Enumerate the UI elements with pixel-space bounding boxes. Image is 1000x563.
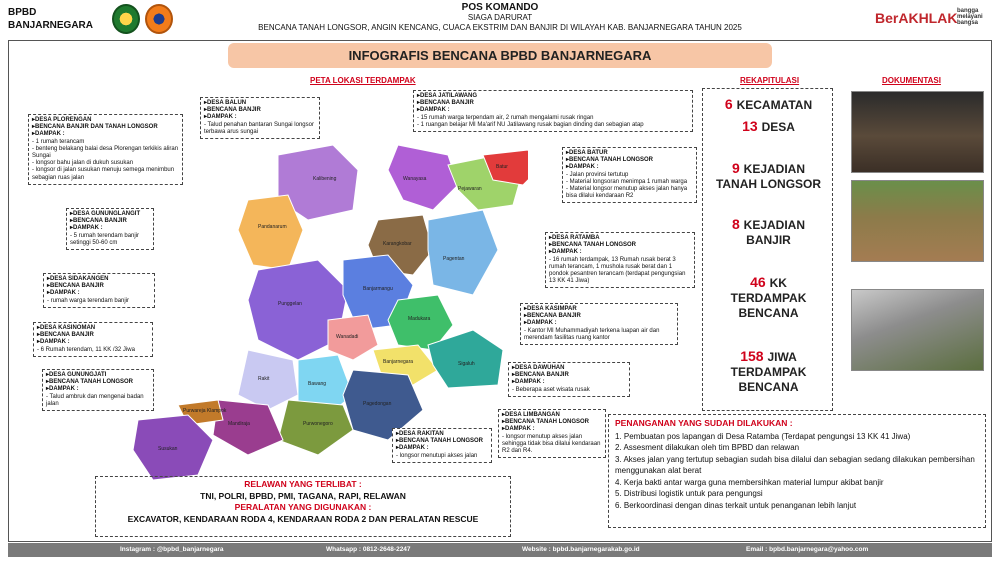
recap-label-line: BENCANA [738,306,799,320]
desa-line: ▸ BENCANA BANJIR [512,372,626,379]
recap-label-line: TERDAMPAK [730,365,807,379]
map-label-mandiraja: Mandiraja [228,421,250,427]
desa-line: ▸ BENCANA TANAH LONGSOR [396,438,488,445]
recap-label: JIWA [767,350,797,364]
desa-title: ▸ DESA RAKITAN [396,431,488,438]
handling-title: PENANGANAN YANG SUDAH DILAKUKAN : [615,418,793,428]
volunteers-list: TNI, POLRI, BPBD, PMI, TAGANA, RAPI, RELAWAN [200,490,406,501]
recap-label: KECAMATAN [736,98,813,112]
desa-box-desa-gununglangit [66,208,154,250]
desa-box-desa-kasinoman [33,322,153,357]
documentation-photo-excavator [851,180,984,262]
desa-line: ▸ BENCANA TANAH LONGSOR [549,242,691,249]
volunteers-panel [95,476,511,537]
map-label-purwareja-klampok: Purwareja Klampok [183,408,227,414]
desa-title: ▸ DESA KASIMPAR [524,306,674,313]
desa-title: ▸ DESA GUNUNGJATI [46,372,150,379]
desa-title: ▸ DESA BALUN [204,100,316,107]
handling-panel [608,414,986,528]
section-map-title: PETA LOKASI TERDAMPAK [310,76,416,85]
desa-line: ▸ DAMPAK : [512,379,626,386]
desa-box-desa-batur [562,147,697,203]
desa-line: ▸ DAMPAK : [417,107,689,114]
recap-label-line: BENCANA [738,380,799,394]
handling-item: 6. Berkoordinasi dengan dinas terkait untuk penanganan lebih lanjut [615,500,857,510]
handling-list [615,431,979,512]
map-label-pandanarum: Pandanarum [258,224,287,230]
desa-box-desa-kasimpar [520,303,678,345]
desa-box-desa-rakitan [392,428,492,463]
desa-line: - Material longsor menutup akses jalan hanya bisa dilalui kendaraan R2 [566,186,688,200]
desa-line: ▸ DAMPAK : [204,114,316,121]
map-label-kalibening: Kalibening [313,176,337,182]
map-label-banjarmangu: Banjarmangu [363,286,393,292]
desa-line: - rumah warga terendam banjir [47,297,130,304]
recap-number: 46 [750,274,770,290]
desa-line: ▸ BENCANA BANJIR DAN TANAH LONGSOR [32,124,179,131]
handling-item: 4. Kerja bakti antar warga guna membersihkan material lumpur akibat banjir [615,477,884,487]
desa-title: ▸ DESA BATUR [566,150,693,157]
header-center [230,3,770,33]
recap-label: KK [769,276,787,290]
equipment-title: PERALATAN YANG DIGUNAKAN : [234,502,372,512]
desa-line: - benteng belakang balai desa Plorengan terkikis aliran Sungai [32,145,179,160]
region-pagentan [428,210,498,295]
desa-title: ▸ DESA RATAMBA [549,235,691,242]
desa-line: - Beberapa aset wisata rusak [512,386,590,393]
recap-label-line: BANJIR [746,233,791,247]
desa-title: ▸ DESA GUNUNGLANGIT [70,211,150,218]
desa-line: - Material longsoran menimpa 1 rumah warga [566,178,688,185]
handling-item: 2. Assesment dilakukan oleh tim BPBD dan relawan [615,443,800,452]
footer-website[interactable]: Website : bpbd.banjarnegarakab.go.id [522,546,640,553]
recap-number: 8 [731,216,744,232]
recap-label: DESA [761,120,795,134]
map-label-wanayasa: Wanayasa [403,176,427,182]
desa-line: ▸ DAMPAK : [524,320,674,327]
recap-number: 6 [724,96,737,112]
handling-item: 3. Akses jalan yang tertutup sebagian sudah bisa dilalui dan sebagian sedang dilakukan pembersihan menggunakan alat berat [615,454,975,475]
org-line2: BANJARNEGARA [8,20,94,31]
desa-line: - Talud ambruk dan mengenai badan jalan [46,393,144,407]
documentation-photo-rescue [851,91,984,173]
regency-logo-icon [112,4,140,34]
recap-item [703,217,834,248]
map-label-bawang: Bawang [308,381,327,387]
map-label-batur: Batur [496,164,508,170]
footer-bar [8,543,992,557]
recap-number: 9 [731,160,744,176]
desa-line: ▸ BENCANA TANAH LONGSOR [46,379,150,386]
desa-box-desa-plorengan [28,114,183,185]
desa-line: - Jalan provinsi tertutup [566,171,629,178]
desa-line: ▸ BENCANA BANJIR [37,332,149,339]
map-label-pejawaran: Pejawaran [458,186,482,192]
recap-item [703,97,834,113]
header-subtitle: SIAGA DARURAT [467,13,533,22]
footer-email[interactable]: Email : bpbd.banjarnegara@yahoo.com [746,546,869,553]
map-label-wanadadi: Wanadadi [336,334,359,340]
equipment-list: EXCAVATOR, KENDARAAN RODA 4, KENDARAAN RODA 2 DAN PERALATAN RESCUE [127,513,479,524]
desa-line: ▸ BENCANA TANAH LONGSOR [566,157,693,164]
desa-line: - 1 ruangan belajar MI Ma'arif NU Jatilawang rusak bagian dinding dan sebagian atap [417,121,644,128]
bpbd-logo-icon [145,4,173,34]
map-label-punggelan: Punggelan [278,301,302,307]
footer-instagram[interactable]: Instagram : @bpbd_banjarnegara [120,546,224,553]
volunteers-title: RELAWAN YANG TERLIBAT : [244,479,362,489]
recap-item [703,349,834,395]
desa-title: ▸ DESA SIDAKANGEN [47,276,151,283]
desa-line: ▸ DAMPAK : [396,445,488,452]
recap-item [703,161,834,192]
desa-title: ▸ DESA LIMBANGAN [502,412,602,419]
map-label-pagedongan: Pagedongan [363,401,392,407]
desa-line: ▸ DAMPAK : [70,225,150,232]
desa-line: ▸ DAMPAK : [566,164,693,171]
header-title: POS KOMANDO [461,2,539,13]
desa-line: - longsor bahu jalan di dukuh susukan [32,160,134,167]
page-banner: INFOGRAFIS BENCANA BPBD BANJARNEGARA [228,43,772,68]
desa-line: - longsor menutupi akses jalan [396,452,478,459]
recap-panel [702,88,833,411]
map-label-karangkobar: Karangkobar [383,241,412,247]
desa-box-desa-jatilawang [413,90,693,132]
section-recap-title: REKAPITULASI [740,76,800,85]
footer-whatsapp[interactable]: Whatsapp : 0812-2648-2247 [326,546,411,553]
desa-box-desa-balun [200,97,320,139]
desa-line: ▸ DAMPAK : [47,290,151,297]
desa-title: ▸ DESA KASINOMAN [37,325,149,332]
handling-item: 1. Pembuatan pos lapangan di Desa Ratamba (Terdapat pengungsi 13 KK 41 Jiwa) [615,431,911,441]
region-purwonegoro [278,400,353,455]
desa-box-desa-limbangan [498,409,606,458]
recap-number: 158 [740,348,768,364]
header-description: BENCANA TANAH LONGSOR, ANGIN KENCANG, CUACA EKSTRIM DAN BANJIR DI WILAYAH KAB. BANJARNEGARA TAHUN 2025 [258,23,742,32]
org-name [8,6,93,32]
desa-line: - 15 rumah warga terpendam air, 2 rumah mengalami rusak ringan [417,114,594,121]
handling-item: 5. Distribusi logistik untuk para pengungsi [615,489,763,498]
desa-line: ▸ BENCANA BANJIR [47,283,151,290]
desa-box-desa-dawuhan [508,362,630,397]
desa-line: - longsor di jalan susukan menuju semega menimbun sebagian ruas jalan [32,167,175,181]
desa-line: ▸ DAMPAK : [46,386,150,393]
desa-line: ▸ BENCANA BANJIR [70,218,150,225]
desa-line: - Kantor MI Muhammadiyah terkena luapan air dan merendam fasilitas ruang kantor [524,327,660,341]
desa-line: ▸ BENCANA BANJIR [417,100,689,107]
desa-line: ▸ DAMPAK : [32,131,179,138]
region-pandanarum [238,195,303,270]
org-line1: BPBD [8,7,37,18]
desa-line: - longsor menutup akses jalan sehingga tidak bisa dilalui kendaraan R2 dan R4. [502,433,601,455]
map-label-madukara: Madukara [408,316,431,322]
desa-line: ▸ DAMPAK : [502,426,602,433]
desa-box-desa-sidakangen [43,273,155,308]
desa-line: ▸ BENCANA BANJIR [524,313,674,320]
brand-text: BerAKHLAK [875,10,958,26]
recap-number: 13 [742,118,762,134]
desa-line: - Talud penahan bantaran Sungai longsor terbawa arus sungai [204,121,314,135]
desa-line: ▸ DAMPAK : [549,249,691,256]
map-label-purwonegoro: Purwonegoro [303,421,333,427]
recap-label-line: TERDAMPAK [730,291,807,305]
desa-line: ▸ DAMPAK : [37,339,149,346]
documentation-photo-collapsed-house [851,289,984,371]
map-label-banjarnegara: Banjarnegara [383,359,414,365]
desa-line: - 16 rumah terdampak, 13 Rumah rusak berat 3 rumah terancam, 1 mushola rusak berat dan 1 pondok pesantren terancam (terdapat pengungsian 13 KK 41 Jiwa) [549,256,686,285]
map-label-sigaluh: Sigaluh [458,361,475,367]
recap-label-line: TANAH LONGSOR [715,177,822,191]
desa-line: - 1 rumah terancam [32,138,85,145]
desa-line: ▸ BENCANA TANAH LONGSOR [502,419,602,426]
desa-line: - 6 Rumah terendam, 11 KK /32 Jiwa [37,346,135,353]
desa-line: ▸ BENCANA BANJIR [204,107,316,114]
desa-box-desa-gunungjati [42,369,154,411]
map-label-susukan: Susukan [158,446,178,452]
recap-item [703,275,834,321]
section-documentation-title: DOKUMENTASI [882,76,941,85]
recap-item [703,119,834,135]
recap-label: KEJADIAN [743,162,806,176]
desa-line: - 5 rumah terendam banjir setinggi 50-60 cm [70,232,140,246]
recap-label: KEJADIAN [743,218,806,232]
map-label-pagentan: Pagentan [443,256,465,262]
map-label-rakit: Rakit [258,376,270,382]
desa-title: ▸ DESA JATILAWANG [417,93,689,100]
desa-box-desa-ratamba [545,232,695,288]
brand-subtext: bangga melayani bangsa [957,8,983,26]
berakhlak-logo [875,8,983,26]
desa-title: ▸ DESA PLORENGAN [32,117,179,124]
desa-title: ▸ DESA DAWUHAN [512,365,626,372]
